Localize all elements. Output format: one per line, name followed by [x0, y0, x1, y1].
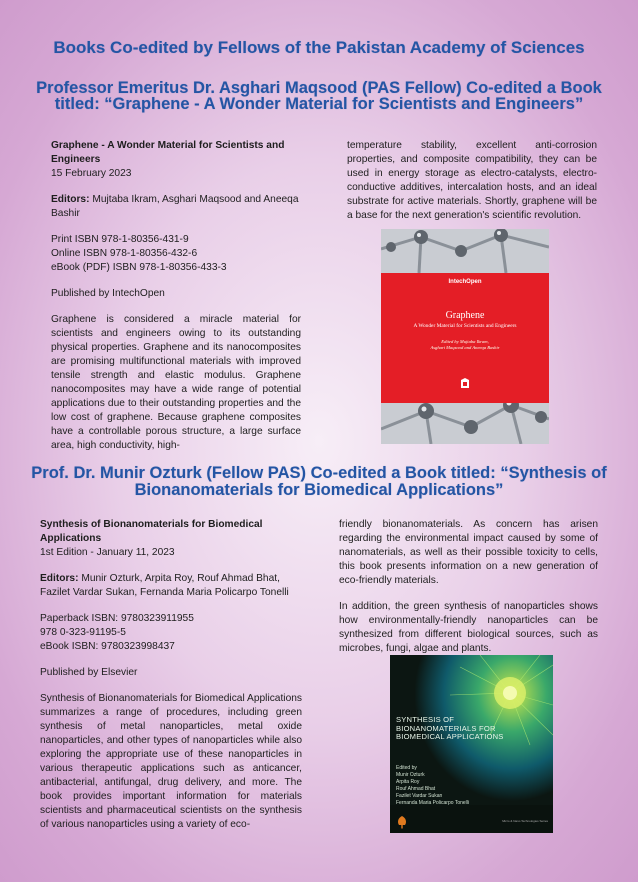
book2-editors-label: Editors: — [40, 573, 79, 584]
cover2-editor: Munir Ozturk — [396, 772, 425, 778]
book2-publisher: Published by Elsevier — [40, 667, 138, 678]
cover-publisher: IntechOpen — [448, 279, 482, 285]
cover2-series: Micro & Nano Technologies Series — [502, 819, 548, 823]
cover-edited-by: Edited by Mujtaba Ikram, — [441, 339, 489, 344]
cover-editors — [381, 339, 549, 351]
book1-right-column — [347, 139, 597, 235]
book1-date: 15 February 2023 — [51, 168, 132, 179]
book1-left-column — [51, 139, 301, 465]
cover2-editor: Arpita Roy — [396, 779, 420, 785]
book2-description-3: In addition, the green synthesis of nanoparticles shows how environmentally-friendly nanoparticles can be synthesized from different biological sources, such as microbes, fungi, algae and plants. — [339, 601, 598, 654]
book1-editors-label: Editors: — [51, 194, 90, 205]
elsevier-logo-icon — [396, 815, 408, 829]
intechopen-logo-icon — [459, 377, 471, 389]
book2-right-column — [339, 518, 598, 668]
cover2-editor: Fazilet Vardar Sukan — [396, 793, 443, 799]
cover2-edited-by: Edited by — [396, 765, 417, 771]
book1-publisher: Published by IntechOpen — [51, 288, 165, 299]
book2-title: Synthesis of Bionanomaterials for Biomedical Applications — [40, 519, 263, 544]
cover-subtitle: A Wonder Material for Scientists and Engineers — [413, 323, 517, 329]
book2-paperback-isbn: Paperback ISBN: 9780323911955 — [40, 613, 194, 624]
cover-editors-line: Asghari Maqsood and Aneeqa Bashir — [430, 345, 500, 350]
book1-print-isbn: Print ISBN 978-1-80356-431-9 — [51, 234, 189, 245]
graphene-book-cover — [381, 229, 549, 444]
cover2-editor: Rouf Ahmad Bhat — [396, 786, 436, 792]
book2-isbn-alt: 978 0-323-91195-5 — [40, 627, 126, 638]
cover2-title — [396, 716, 546, 742]
book2-editors: Munir Ozturk, Arpita Roy, Rouf Ahmad Bhat, Fazilet Vardar Sukan, Fernanda Maria Policarpo Tonelli — [40, 573, 289, 598]
book1-description-2: temperature stability, excellent anti-corrosion properties, and composite compatibility, they can be used in energy storage as electro-catalysts, electro-conductive additives, intercalation hosts, and an ideal substrate for active materials. Shortly, graphene will be a base for the next generation's scientific revolution. — [347, 140, 597, 221]
book2-edition: 1st Edition - January 11, 2023 — [40, 547, 175, 558]
cover2-title-line-1: SYNTHESIS OF — [396, 715, 455, 724]
book2-heading: Prof. Dr. Munir Ozturk (Fellow PAS) Co-edited a Book titled: “Synthesis of Bionanomaterials for Biomedical Applications” — [31, 464, 607, 499]
book2-description-1: Synthesis of Bionanomaterials for Biomedical Applications summarizes a range of procedures, including green synthesis of metal nanoparticles, metal oxide nanoparticles, and other types of nanoparticles while also exploring the appropriate use of these nanoparticles in various therapeutic applications such as anticancer, antibacterial, antifungal, drug delivery, and more. The book provides important information for materials scientists and pharmaceutical scientists on the synthesis of various nanoparticles using a variety of eco- — [40, 693, 302, 830]
bionanomaterials-book-cover — [390, 655, 553, 833]
book1-ebook-isbn: eBook (PDF) ISBN 978-1-80356-433-3 — [51, 262, 227, 273]
book1-online-isbn: Online ISBN 978-1-80356-432-6 — [51, 248, 198, 259]
book2-left-column — [40, 518, 302, 844]
book1-heading: Professor Emeritus Dr. Asghari Maqsood (PAS Fellow) Co-edited a Book titled: “Graphene - A Wonder Material for Scientists and Engineers” — [36, 79, 602, 113]
page-title: Books Co-edited by Fellows of the Pakistan Academy of Sciences — [53, 38, 585, 57]
cover2-editor: Fernanda Maria Policarpo Tonelli — [396, 800, 470, 806]
cover2-title-line-2: BIONANOMATERIALS FOR — [396, 723, 496, 733]
book1-description-1: Graphene is considered a miracle material for scientists and engineers owing to its outstanding physical properties. Graphene and its nanocomposites are promising multifunctional materials with improved tensile strength and elastic modulus. Graphene nanocomposites may have a wide range of potential applications due to their outstanding properties and the low cost of graphene. Because graphene composites have a controllable porous structure, a large surface area, high conductivity, high- — [51, 314, 301, 451]
cover2-editors — [396, 765, 546, 807]
book1-editors: Mujtaba Ikram, Asghari Maqsood and Aneeqa Bashir — [51, 194, 299, 219]
book2-ebook-isbn: eBook ISBN: 9780323998437 — [40, 641, 175, 652]
cover2-title-line-3: BIOMEDICAL APPLICATIONS — [396, 732, 504, 742]
cover-title: Graphene — [445, 310, 485, 321]
book2-description-2: friendly bionanomaterials. As concern has arisen regarding the environmental impact caused by some of nanomaterials, as well as their possible toxicity to cells, this book presents information on a new generation of eco-friendly materials. — [339, 519, 598, 586]
book1-title: Graphene - A Wonder Material for Scientists and Engineers — [51, 140, 285, 165]
